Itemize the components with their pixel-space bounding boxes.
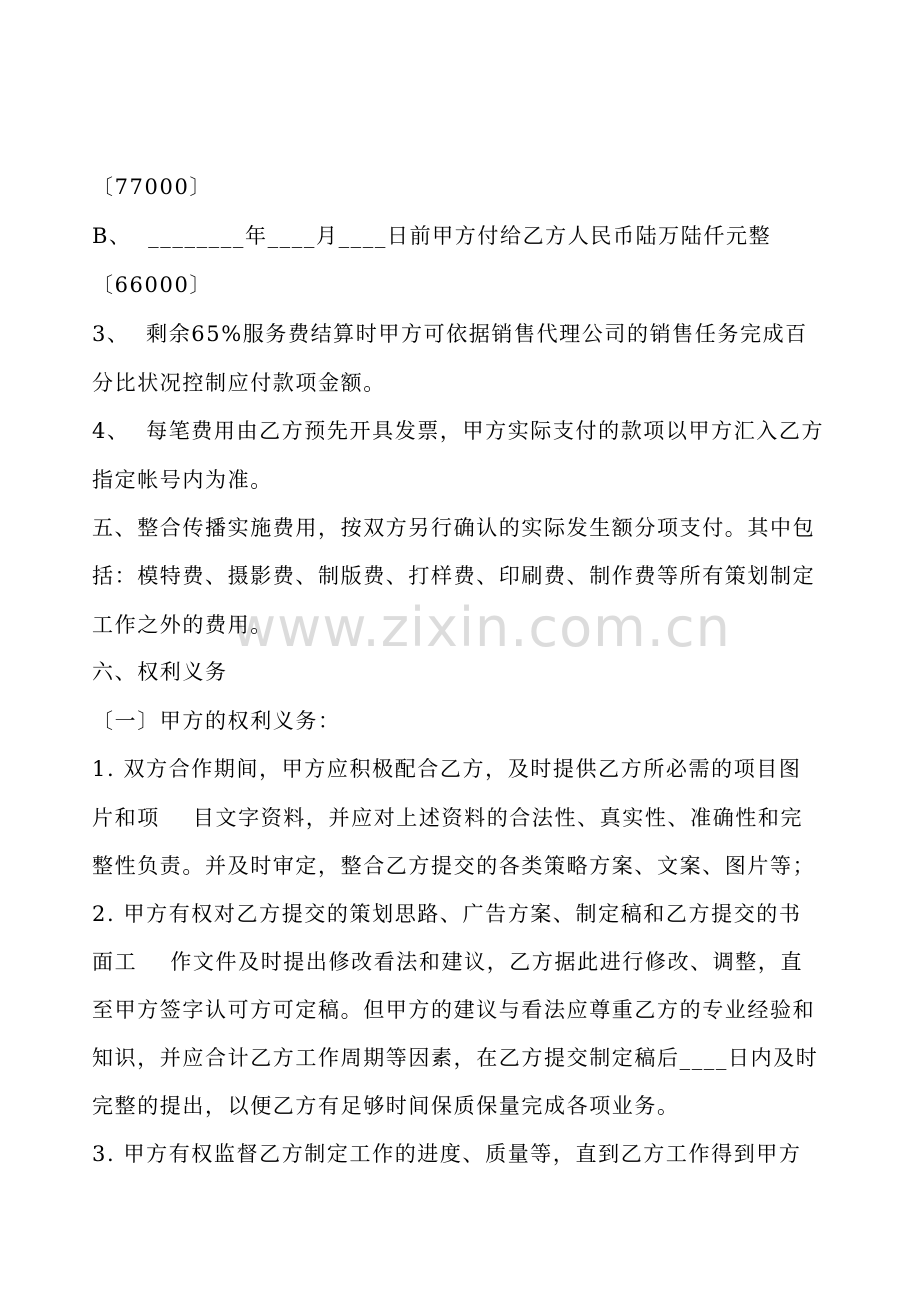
watermark-text: www.zixin.com.cn — [232, 596, 731, 659]
item-1-line-3: 整性负责。并及时审定，整合乙方提交的各类策略方案、文案、图片等； — [92, 854, 816, 878]
item-2-line-3: 至甲方签字认可方可定稿。但甲方的建议与看法应尊重乙方的专业经验和 — [92, 998, 816, 1022]
clause-4-line-2: 指定帐号内为准。 — [92, 468, 273, 492]
item-2-line-2: 面工 作文件及时提出修改看法和建议，乙方据此进行修改、调整，直 — [92, 950, 804, 974]
clause-3-line-2: 分比状况控制应付款项金额。 — [92, 371, 386, 395]
subsection-1-heading: 〔一〕甲方的权利义务： — [92, 709, 341, 733]
clause-b-payment: B、 ________年____月____日前甲方付给乙方人民币陆万陆仟元整 — [92, 224, 772, 248]
section-6-heading: 六、权利义务 — [92, 660, 228, 684]
item-3-line-1: 3. 甲方有权监督乙方制定工作的进度、质量等，直到乙方工作得到甲方 — [92, 1142, 802, 1166]
amount-77000: 〔77000〕 — [92, 175, 213, 199]
item-1-line-1: 1. 双方合作期间，甲方应积极配合乙方，及时提供乙方所必需的项目图 — [92, 757, 802, 781]
item-2-line-1: 2. 甲方有权对乙方提交的策划思路、广告方案、制定稿和乙方提交的书 — [92, 902, 802, 926]
section-5-line-2: 括：模特费、摄影费、制版费、打样费、印刷费、制作费等所有策划制定 — [92, 564, 816, 588]
amount-66000: 〔66000〕 — [92, 273, 213, 297]
section-5-line-3: 工作之外的费用。 — [92, 613, 273, 637]
item-2-line-5: 完整的提出，以便乙方有足够时间保质保量完成各项业务。 — [92, 1094, 680, 1118]
item-2-line-4: 知识，并应合计乙方工作周期等因素，在乙方提交制定稿后____日内及时 — [92, 1046, 819, 1070]
section-5-line-1: 五、整合传播实施费用，按双方另行确认的实际发生额分项支付。其中包 — [92, 516, 816, 540]
clause-3-line-1: 3、 剩余65%服务费结算时甲方可依据销售代理公司的销售任务完成百 — [92, 322, 808, 346]
item-1-line-2: 片和项 目文字资料，并应对上述资料的合法性、真实性、准确性和完 — [92, 806, 804, 830]
clause-4-line-1: 4、 每笔费用由乙方预先开具发票，甲方实际支付的款项以甲方汇入乙方 — [92, 419, 825, 443]
